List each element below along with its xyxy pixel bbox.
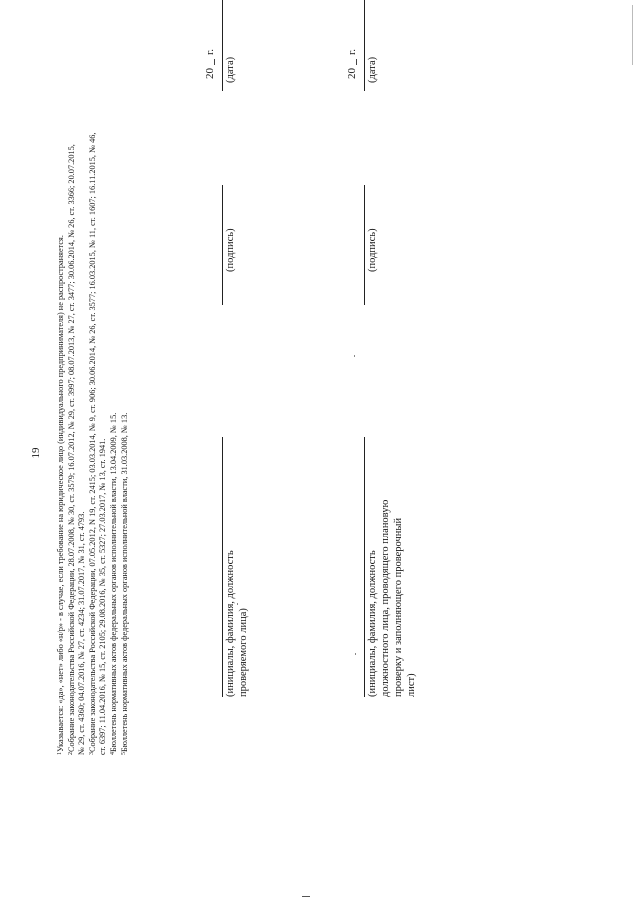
scan-speck [354, 355, 355, 357]
date-label: (дата) [225, 56, 236, 83]
year-mark: г. [204, 48, 216, 55]
footnote [77, 55, 88, 755]
footnote-mark: 5 [120, 752, 127, 755]
date-line [364, 0, 365, 91]
year-blank [356, 59, 357, 65]
footnote-mark: 3 [88, 752, 95, 755]
footnote [88, 55, 99, 755]
scan-speck [632, 5, 633, 65]
signature-label: (подпись) [367, 228, 378, 272]
footnote [67, 55, 78, 755]
signature-line [364, 185, 365, 305]
page-number: 19 [30, 447, 42, 459]
footnote-text: Бюллетень нормативных актов федеральных органов исполнительной власти, 31.03.2008, № 13. [119, 412, 129, 752]
footnotes [56, 55, 130, 755]
year-mark: г. [346, 48, 358, 55]
person-label: (инициалы, фамилия, должность проверяемого лица) [225, 550, 249, 697]
scan-speck [355, 653, 356, 655]
year-blank [214, 59, 215, 65]
footnote-text: Бюллетень нормативных актов федеральных органов исполнительной власти, 13.04.2009, № 15. [108, 412, 118, 752]
footnote [56, 55, 67, 755]
footnote [109, 55, 120, 755]
footnote-text: Собрание законодательства Российской Федерации, 28.07.2008, № 30, ст. 3579; 16.07.2012, № 29, ст. 3997; 08.07.2013, № 27, ст. 3477; 30.06.2014, № 26, ст. 3366; 20.07.2015, [66, 144, 76, 752]
footnote [120, 55, 131, 755]
date-year-prefix: 20 [346, 68, 358, 79]
footnote-text: Указывается: «да», «нет» либо «н/р» - в случае, если требование на юридическое лицо (индивидуального предпринимателя) не распространяется. [56, 235, 65, 752]
footnote-mark: 4 [109, 752, 116, 755]
footnote-mark: 1 [57, 752, 63, 755]
scan-speck [302, 896, 310, 897]
footnote-text: ст. 6397; 11.04.2016, № 15, ст. 2105; 29.08.2016, № 35, ст. 5327; 27.03.2017, № 13, ст. 1941. [98, 438, 108, 755]
signature-line [222, 185, 223, 305]
inspector-label: (инициалы, фамилия, должность должностного лица, проводящего плановую проверку и заполняющего проверочный лист) [367, 499, 417, 697]
footnote [98, 55, 109, 755]
footnote-text: № 29, ст. 4360; 04.07.2016, № 27, ст. 4234; 31.07.2017, № 31, ст. 4793. [77, 511, 87, 755]
date-label: (дата) [367, 56, 378, 83]
footnote-mark: 2 [67, 752, 74, 755]
scan-speck [237, 603, 238, 605]
date-year-prefix: 20 [204, 68, 216, 79]
footnote-text: Собрание законодательства Российской Федерации, 07.05.2012, N 19, ст. 2415; 03.03.2014, № 9, ст. 906; 30.06.2014, № 26, ст. 3577; 16.03.2015, № 11, ст. 1607; 16.11.2015, № 46, [87, 132, 97, 752]
inspector-signature-line [364, 437, 365, 697]
signature-label: (подпись) [225, 228, 236, 272]
date-line [222, 0, 223, 91]
person-signature-line [222, 437, 223, 697]
